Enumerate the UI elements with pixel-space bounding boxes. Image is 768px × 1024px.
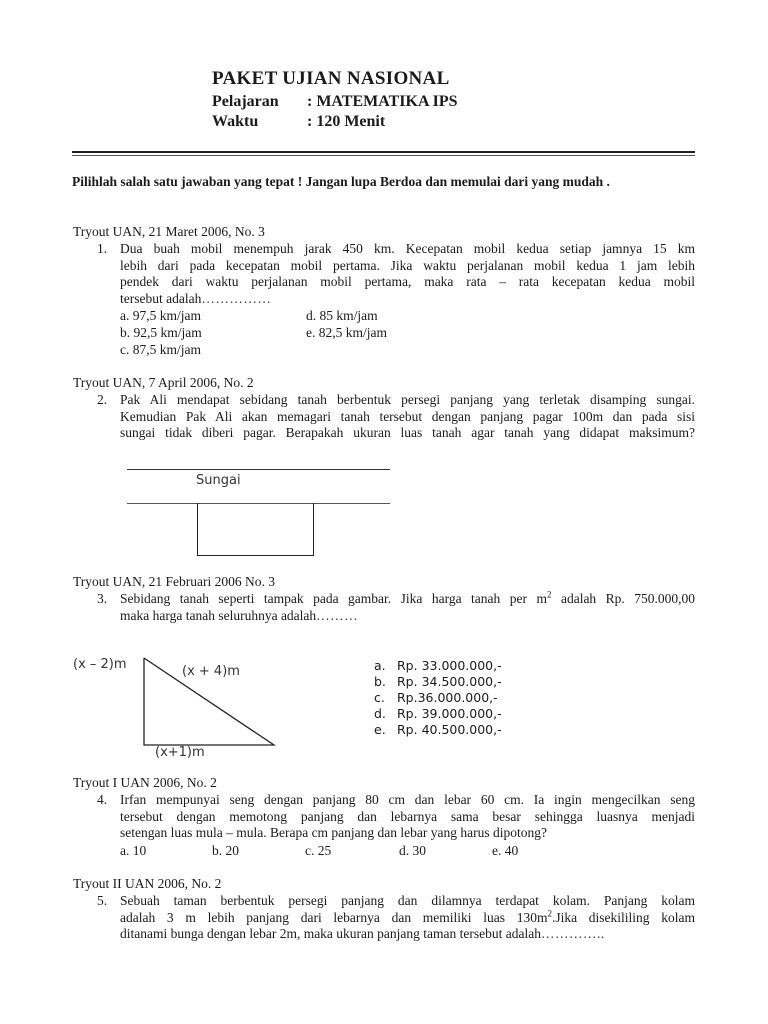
- option-text: 30: [412, 843, 426, 858]
- question-3-line: maka harga tanah seluruhnya adalah: [120, 607, 317, 623]
- option-text: 25: [317, 843, 332, 858]
- question-5-source: Tryout II UAN 2006, No. 2: [73, 876, 222, 891]
- question-2-line: sungai tidak diberi pagar. Berapakah ukuran luas tanah agar tanah yang didapat maksimum?: [120, 425, 695, 440]
- option-label: b.: [212, 843, 223, 858]
- time-value: : 120 Menit: [307, 113, 386, 130]
- question-3-option-d[interactable]: [374, 706, 502, 721]
- question-5-number: 5.: [97, 893, 108, 908]
- subject-label: Pelajaran: [212, 93, 279, 110]
- triangle-side-vertical-label: (x – 2)m: [73, 657, 127, 672]
- question-1-option-b[interactable]: [120, 325, 202, 341]
- option-label: e.: [306, 325, 316, 340]
- question-3-option-e[interactable]: [374, 722, 502, 737]
- superscript: 2: [547, 908, 552, 918]
- question-2-line: Pak Ali mendapat sebidang tanah berbentuk persegi panjang yang terletak disamping sungai.: [120, 392, 695, 407]
- question-4-option-d[interactable]: [399, 843, 426, 859]
- option-text: 82,5 km/jam: [318, 325, 387, 340]
- option-text: 92,5 km/jam: [133, 325, 202, 340]
- question-1-line: tersebut adalah: [120, 290, 202, 306]
- option-text: 20: [225, 843, 239, 858]
- question-5-text: [120, 893, 695, 943]
- question-1-option-e[interactable]: [306, 325, 387, 341]
- question-5-line: adalah 3 m lebih panjang dari lebarnya dan memiliki luas 130m: [120, 909, 548, 925]
- question-4-text: [120, 792, 695, 842]
- question-3-line: adalah Rp. 750.000,00: [551, 591, 696, 606]
- question-2-source: Tryout UAN, 7 April 2006, No. 2: [73, 375, 254, 390]
- option-label: e.: [492, 843, 502, 858]
- option-text: Rp.36.000.000,-: [397, 690, 498, 705]
- header-divider-thin: [72, 155, 695, 156]
- option-label: b.: [120, 325, 131, 340]
- option-text: Rp. 34.500.000,-: [397, 674, 502, 689]
- question-3-number: 3.: [97, 591, 108, 606]
- question-1-option-d[interactable]: [306, 308, 378, 324]
- question-2-line: Kemudian Pak Ali akan memagari tanah tersebut dengan panjang pagar 100m dan pada sisi: [120, 408, 695, 424]
- instruction-text: Pilihlah salah satu jawaban yang tepat ! Jangan lupa Berdoa dan memulai dari yang mudah .: [72, 174, 610, 189]
- option-label: a.: [120, 308, 130, 323]
- question-1-number: 1.: [97, 241, 108, 256]
- option-label: c.: [305, 843, 315, 858]
- question-3-option-b[interactable]: [374, 674, 502, 689]
- option-label: d.: [399, 843, 410, 858]
- header-divider-thick: [72, 151, 695, 153]
- question-3-source: Tryout UAN, 21 Februari 2006 No. 3: [73, 574, 275, 589]
- option-label: a.: [120, 843, 130, 858]
- question-4-line: Irfan mempunyai seng dengan panjang 80 cm dan lebar 60 cm. Ia ingin mengecilkan seng: [120, 792, 695, 807]
- triangle-hypotenuse-label: (x + 4)m: [182, 664, 240, 679]
- question-4-number: 4.: [97, 792, 108, 807]
- option-label: a.: [374, 658, 386, 673]
- question-3-line: Sebidang tanah seperti tampak pada gambar. Jika harga tanah per m: [120, 591, 547, 606]
- time-label: Waktu: [212, 113, 259, 130]
- question-5-line: ditanami bunga dengan lebar 2m, maka ukuran panjang taman tersebut adalah: [120, 926, 541, 941]
- option-text: 40: [504, 843, 519, 858]
- river-label: Sungai: [196, 473, 241, 488]
- question-1-source: Tryout UAN, 21 Maret 2006, No. 3: [73, 224, 265, 239]
- river-bank-top: [127, 469, 390, 470]
- question-2-number: 2.: [97, 392, 108, 407]
- option-text: Rp. 39.000.000,-: [397, 706, 502, 721]
- triangle-base-label: (x+1)m: [155, 745, 205, 760]
- document-title: PAKET UJIAN NASIONAL: [212, 68, 450, 89]
- subject-row: [212, 93, 458, 111]
- question-5-line: .Jika disekililing kolam: [551, 909, 695, 925]
- option-label: d.: [306, 308, 317, 323]
- question-2-text: [120, 392, 695, 442]
- option-text: Rp. 33.000.000,-: [397, 658, 502, 673]
- answer-blank: ………: [316, 607, 359, 623]
- land-rectangle: [197, 503, 314, 556]
- question-4-line: tersebut dengan memotong panjang dan lebarnya sama besar sehingga luasnya menjadi: [120, 808, 695, 824]
- option-text: 10: [132, 843, 147, 858]
- question-1-option-a[interactable]: [120, 308, 201, 324]
- option-label: d.: [374, 706, 386, 721]
- option-label: c.: [374, 690, 385, 705]
- question-1-option-c[interactable]: [120, 342, 201, 358]
- subject-value: : MATEMATIKA IPS: [307, 93, 458, 110]
- question-4-option-c[interactable]: [305, 843, 331, 859]
- answer-blank: …………..: [540, 926, 605, 941]
- option-text: 87,5 km/jam: [132, 342, 201, 357]
- answer-blank: ……………: [201, 290, 272, 306]
- question-1-text: [120, 241, 695, 307]
- superscript: 2: [546, 589, 552, 600]
- question-4-line: setengan luas mula – mula. Berapa cm panjang dan lebar yang harus dipotong?: [120, 825, 547, 840]
- time-row: [212, 113, 385, 131]
- option-text: 85 km/jam: [319, 308, 378, 323]
- question-4-option-e[interactable]: [492, 843, 518, 859]
- option-text: 97,5 km/jam: [132, 308, 201, 323]
- option-text: Rp. 40.500.000,-: [397, 722, 502, 737]
- option-label: e.: [374, 722, 386, 737]
- question-3-option-c[interactable]: [374, 690, 498, 705]
- question-3-text: [120, 591, 695, 624]
- question-3-option-a[interactable]: [374, 658, 502, 673]
- question-5-line: Sebuah taman berbentuk persegi panjang dan dilamnya terdapat kolam. Panjang kolam: [120, 893, 695, 908]
- question-1-line: pendek dari waktu perjalanan mobil pertama, maka rata – rata kecepatan kedua mobil: [120, 274, 695, 289]
- question-1-line: Dua buah mobil menempuh jarak 450 km. Kecepatan mobil kedua setiap jamnya 15 km: [120, 241, 695, 256]
- question-1-line: lebih dari pada kecepatan mobil pertama. Jika waktu perjalanan mobil kedua 1 jam lebih: [120, 257, 695, 273]
- question-4-option-b[interactable]: [212, 843, 239, 859]
- question-4-option-a[interactable]: [120, 843, 146, 859]
- question-4-source: Tryout I UAN 2006, No. 2: [73, 775, 217, 790]
- option-label: b.: [374, 674, 386, 689]
- option-label: c.: [120, 342, 130, 357]
